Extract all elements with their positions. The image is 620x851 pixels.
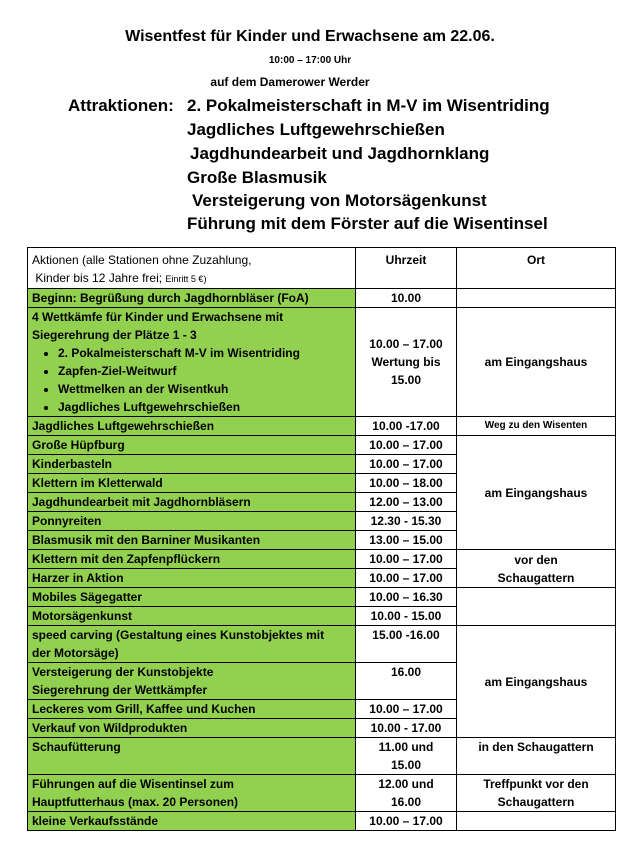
attraction-item: Versteigerung von Motorsägenkunst bbox=[192, 191, 487, 210]
uhrzeit-cell: 10.00 – 17.00 bbox=[356, 569, 457, 588]
uhrzeit-cell: 10.00 – 18.00 bbox=[356, 474, 457, 493]
uhrzeit-line: 16.00 bbox=[390, 795, 422, 809]
uhrzeit-cell: 13.00 – 15.00 bbox=[356, 531, 457, 550]
schedule-table bbox=[27, 247, 616, 831]
aktion-line: Siegerehrung der Wettkämpfer bbox=[32, 683, 208, 697]
page-title: Wisentfest für Kinder und Erwachsene am 22.06. bbox=[125, 28, 495, 45]
uhrzeit-line: 11.00 und bbox=[378, 740, 434, 754]
table-row bbox=[28, 550, 616, 569]
header-aktionen-small: Einritt 5 €) bbox=[165, 274, 207, 284]
uhrzeit-cell bbox=[356, 738, 457, 775]
aktion-cell: Klettern mit den Zapfenpflückern bbox=[28, 550, 356, 569]
uhrzeit-cell: 10.00 – 17.00 bbox=[356, 455, 457, 474]
list-item: • Zapfen-Ziel-Weitwurf bbox=[58, 362, 351, 380]
aktion-line: 4 Wettkämfe für Kinder und Erwachsene mit bbox=[32, 310, 284, 324]
uhrzeit-cell: 15.00 -16.00 bbox=[356, 626, 457, 663]
uhrzeit-line: Wertung bis bbox=[371, 355, 441, 369]
header-ort: Ort bbox=[457, 248, 616, 289]
ort-cell: am Eingangshaus bbox=[457, 308, 616, 417]
list-item: • Jagdliches Luftgewehrschießen bbox=[58, 398, 351, 416]
uhrzeit-cell: 12.30 - 15.30 bbox=[356, 512, 457, 531]
aktion-cell: Harzer in Aktion bbox=[28, 569, 356, 588]
uhrzeit-cell bbox=[356, 775, 457, 812]
aktion-cell bbox=[28, 663, 356, 700]
ort-cell bbox=[457, 775, 616, 812]
aktion-line: Versteigerung der Kunstobjekte bbox=[32, 665, 214, 679]
ort-cell bbox=[457, 812, 616, 831]
ort-cell: Weg zu den Wisenten bbox=[457, 417, 616, 436]
attraction-item: Große Blasmusik bbox=[187, 168, 327, 187]
uhrzeit-cell: 16.00 bbox=[356, 663, 457, 700]
ort-cell bbox=[457, 289, 616, 308]
list-item: • 2. Pokalmeisterschaft M-V im Wisentriding bbox=[58, 344, 351, 362]
aktion-cell: Beginn: Begrüßung durch Jagdhornbläser (FoA) bbox=[28, 289, 356, 308]
wettkampf-list bbox=[32, 344, 351, 416]
table-row bbox=[28, 588, 616, 607]
table-row bbox=[28, 308, 616, 417]
header-aktionen bbox=[28, 248, 356, 289]
attractions-label: Attraktionen: bbox=[68, 96, 174, 115]
uhrzeit-cell: 10.00 bbox=[356, 289, 457, 308]
uhrzeit-cell: 10.00 – 17.00 bbox=[356, 700, 457, 719]
uhrzeit-line: 10.00 – 17.00 bbox=[369, 337, 443, 351]
ort-line: Schaugattern bbox=[497, 570, 575, 585]
aktion-cell: Klettern im Kletterwald bbox=[28, 474, 356, 493]
table-row bbox=[28, 626, 616, 663]
table-row bbox=[28, 417, 616, 436]
uhrzeit-line: 15.00 bbox=[390, 373, 422, 387]
aktion-line: Hauptfutterhaus (max. 20 Personen) bbox=[32, 795, 239, 809]
ort-line: vor den bbox=[514, 552, 558, 567]
aktion-line: Siegerehrung der Plätze 1 - 3 bbox=[32, 328, 197, 342]
ort-cell bbox=[457, 588, 616, 626]
aktion-cell: Jagdliches Luftgewehrschießen bbox=[28, 417, 356, 436]
aktion-cell: Jagdhundearbeit mit Jagdhornbläsern bbox=[28, 493, 356, 512]
uhrzeit-cell: 10.00 - 15.00 bbox=[356, 607, 457, 626]
header-aktionen-line2-text: Kinder bis 12 Jahre frei; bbox=[35, 271, 163, 285]
uhrzeit-cell: 10.00 – 17.00 bbox=[356, 812, 457, 831]
aktion-line: Führungen auf die Wisentinsel zum bbox=[32, 777, 234, 791]
table-row bbox=[28, 812, 616, 831]
aktion-cell bbox=[28, 626, 356, 663]
attraction-item: Führung mit dem Förster auf die Wisentinsel bbox=[187, 214, 548, 233]
aktion-cell: Ponnyreiten bbox=[28, 512, 356, 531]
aktion-line: der Motorsäge) bbox=[32, 646, 119, 660]
aktion-cell: kleine Verkaufsstände bbox=[28, 812, 356, 831]
table-row bbox=[28, 436, 616, 455]
ort-line: Schaugattern bbox=[497, 795, 575, 809]
table-row bbox=[28, 289, 616, 308]
aktion-line: speed carving (Gestaltung eines Kunstobjektes mit bbox=[32, 628, 325, 642]
ort-line: Treffpunkt vor den bbox=[483, 777, 589, 791]
aktion-cell bbox=[28, 308, 356, 417]
header-uhrzeit: Uhrzeit bbox=[356, 248, 457, 289]
list-item: • Wettmelken an der Wisentkuh bbox=[58, 380, 351, 398]
attraction-item: Jagdliches Luftgewehrschießen bbox=[187, 120, 445, 139]
table-header-row bbox=[28, 248, 616, 289]
table-row bbox=[28, 738, 616, 775]
event-time: 10:00 – 17:00 Uhr bbox=[268, 55, 352, 66]
aktion-cell: Mobiles Sägegatter bbox=[28, 588, 356, 607]
uhrzeit-cell: 12.00 – 13.00 bbox=[356, 493, 457, 512]
header-aktionen-line1: Aktionen (alle Stationen ohne Zuzahlung, bbox=[32, 253, 252, 267]
aktion-cell: Leckeres vom Grill, Kaffee und Kuchen bbox=[28, 700, 356, 719]
aktion-cell: Verkauf von Wildprodukten bbox=[28, 719, 356, 738]
uhrzeit-cell: 10.00 – 17.00 bbox=[356, 550, 457, 569]
ort-cell: in den Schaugattern bbox=[457, 738, 616, 775]
uhrzeit-cell: 10.00 -17.00 bbox=[356, 417, 457, 436]
aktion-cell: Große Hüpfburg bbox=[28, 436, 356, 455]
uhrzeit-cell: 10.00 – 16.30 bbox=[356, 588, 457, 607]
uhrzeit-cell: 10.00 - 17.00 bbox=[356, 719, 457, 738]
aktion-cell: Blasmusik mit den Barniner Musikanten bbox=[28, 531, 356, 550]
aktion-cell: Motorsägenkunst bbox=[28, 607, 356, 626]
header-aktionen-line2 bbox=[32, 269, 351, 288]
uhrzeit-cell bbox=[356, 308, 457, 417]
attraction-item: 2. Pokalmeisterschaft in M-V im Wisentriding bbox=[187, 96, 550, 115]
event-place: auf dem Damerower Werder bbox=[210, 75, 370, 89]
aktion-cell: Kinderbasteln bbox=[28, 455, 356, 474]
uhrzeit-line: 12.00 und bbox=[378, 777, 434, 791]
uhrzeit-cell: 10.00 – 17.00 bbox=[356, 436, 457, 455]
ort-cell: am Eingangshaus bbox=[457, 436, 616, 550]
uhrzeit-line: 15.00 bbox=[390, 758, 422, 772]
attraction-item: Jagdhundearbeit und Jagdhornklang bbox=[190, 144, 490, 163]
aktion-cell bbox=[28, 775, 356, 812]
aktion-cell: Schaufütterung bbox=[28, 738, 356, 775]
ort-cell: am Eingangshaus bbox=[457, 626, 616, 738]
table-row bbox=[28, 775, 616, 812]
ort-cell bbox=[457, 550, 616, 588]
